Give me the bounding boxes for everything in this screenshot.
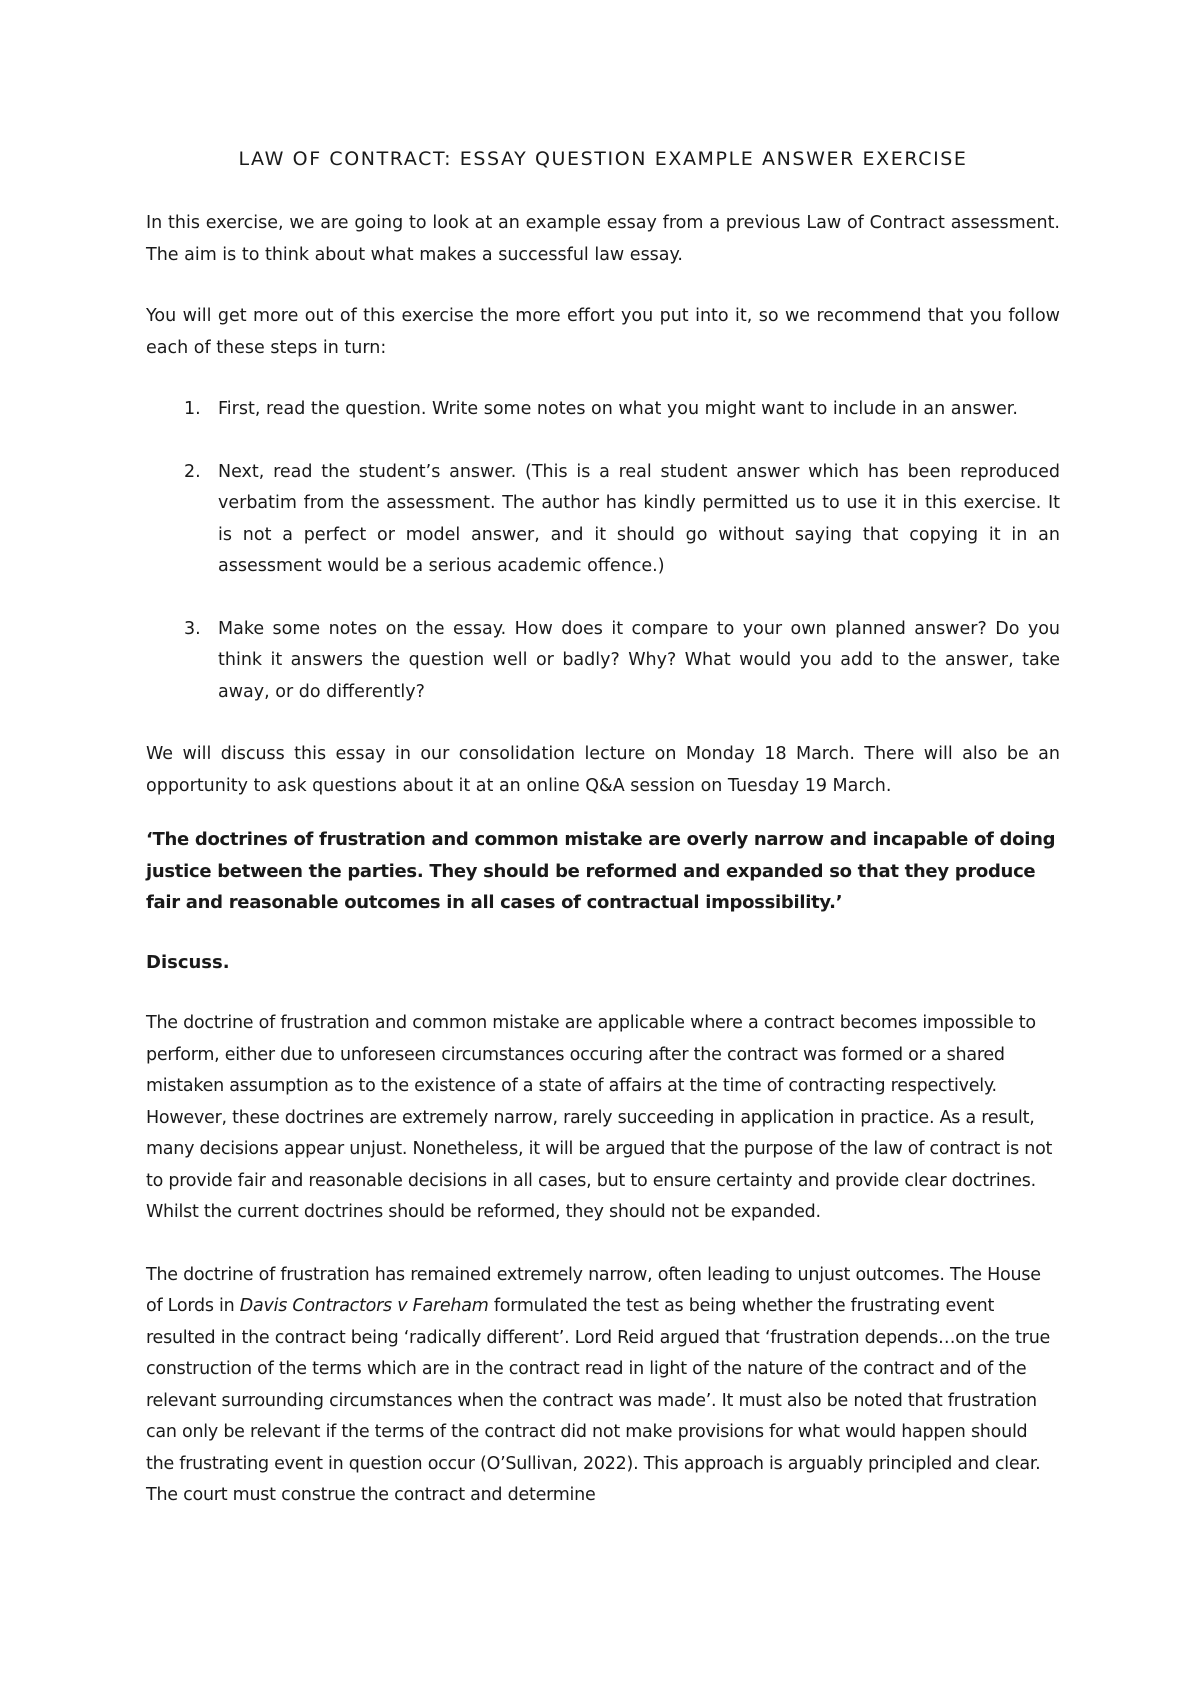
- case-name: Davis Contractors v Fareham: [239, 1296, 489, 1316]
- student-essay: [146, 1008, 1060, 1512]
- step-text: Next, read the student’s answer. (This is a real student answer which has been reproduced verbatim from the assessment. The author has kindly permitted us to use it in this exercise. It is not a perfect or model answer, and it should go without saying that copying it in an assessment would be a serious academic offence.): [218, 461, 1060, 576]
- step-text: Make some notes on the essay. How does it compare to your own planned answer? Do you think it answers the question well or badly? Why? What would you add to the answer, take away, or do differently?: [218, 618, 1060, 702]
- document-page: [146, 138, 1060, 1512]
- step-number: 3.: [184, 618, 201, 639]
- step-text: First, read the question. Write some notes on what you might want to include in an answer.: [218, 399, 1018, 419]
- discussion-note: We will discuss this essay in our consolidation lecture on Monday 18 March. There will also be an opportunity to ask questions about it at an online Q&A session on Tuesday 19 March.: [146, 744, 1060, 796]
- essay-question-quote: ‘The doctrines of frustration and common mistake are overly narrow and incapable of doing justice between the parties. They should be reformed and expanded so that they produce fair and reasonable outcomes in all cases of contractual impossibility.’: [146, 829, 1056, 913]
- step-item-2: [146, 457, 1060, 583]
- step-number: 1.: [184, 399, 201, 419]
- essay-paragraph-1: The doctrine of frustration and common mistake are applicable where a contract becomes impossible to perform, either due to unforeseen circumstances occuring after the contract was formed or a shared mistaken assumption as to the existence of a state of affairs at the time of contracting respectively. However, these doctrines are extremely narrow, rarely succeeding in application in practice. As a result, many decisions appear unjust. Nonetheless, it will be argued that the purpose of the law of contract is not to provide fair and reasonable decisions in all cases, but to ensure certainty and provide clear doctrines. Whilst the current doctrines should be reformed, they should not be expanded.: [146, 1013, 1053, 1222]
- essay-paragraph-2-rest: formulated the test as being whether the frustrating event resulted in the contract being ‘radically different’. Lord Reid argued that ‘frustration depends…on the true construction of the terms which are in the contract read in light of the nature of the contract and of the relevant surrounding circumstances when the contract was made’. It must also be noted that frustration can only be relevant if the terms of the contract did not make provisions for what would happen should the frustrating event in question occur (O’Sullivan, 2022). This approach is arguably principled and clear. The court must construe the contract and determine: [146, 1296, 1051, 1505]
- essay-paragraph-2-start: The doctrine of frustration has remained extremely narrow, often leading to unjust outcomes. The House of Lords in: [146, 1264, 1041, 1316]
- step-item-1: [146, 394, 1060, 426]
- intro-paragraph-1: In this exercise, we are going to look at an example essay from a previous Law of Contract assessment. The aim is to think about what makes a successful law essay.: [146, 213, 1060, 265]
- essay-question-instruction: Discuss.: [146, 951, 230, 973]
- essay-paragraph-2: [146, 1260, 1060, 1512]
- document-title: LAW OF CONTRACT: ESSAY QUESTION EXAMPLE ANSWER EXERCISE: [238, 148, 968, 170]
- intro-paragraph-2: You will get more out of this exercise the more effort you put into it, so we recommend that you follow each of these steps in turn:: [146, 306, 1060, 358]
- steps-list: [146, 394, 1060, 708]
- step-number: 2.: [184, 461, 201, 482]
- step-item-3: [146, 614, 1060, 709]
